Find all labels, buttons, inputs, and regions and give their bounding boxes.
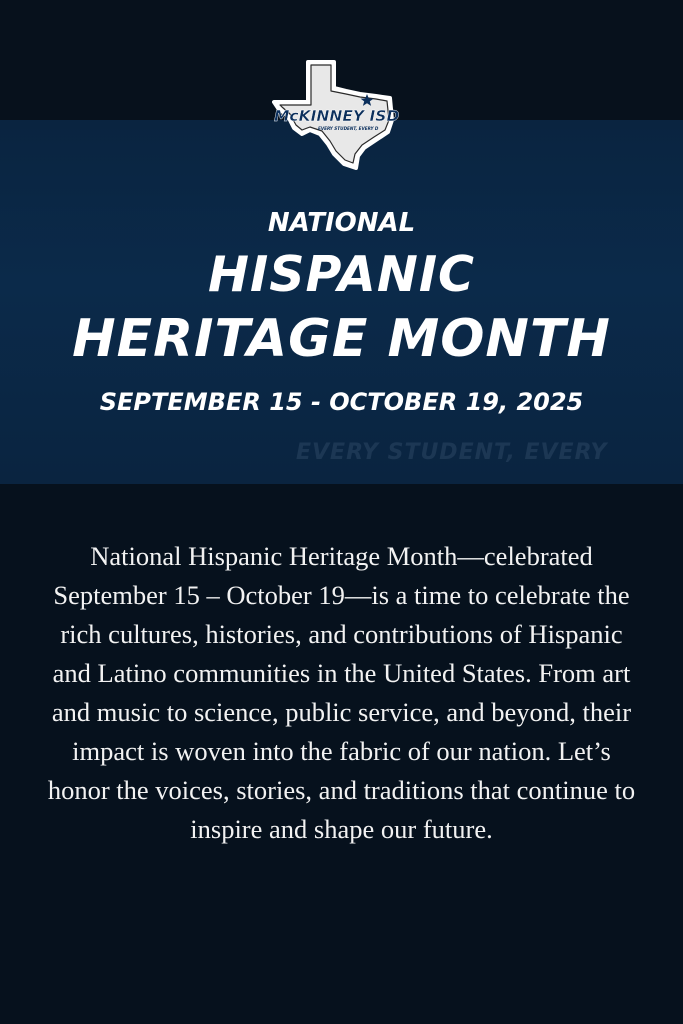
headline-national: NATIONAL [267, 208, 416, 238]
headline-heritage-month: HERITAGE MONTH [72, 309, 611, 369]
logo-tagline: EVERY STUDENT, EVERY D [318, 126, 379, 131]
description-paragraph: National Hispanic Heritage Month—celebrated September 15 – October 19—is a time to celebrate the rich cultures, histories, and contributions of Hispanic and Latino communities in the United States. From art and music to science, public service, and beyond, their impact is woven into the fabric of our nation. Let’s honor the voices, stories, and traditions that continue to inspire and shape our future. [47, 541, 636, 844]
mckinney-isd-logo [272, 58, 404, 170]
logo-wordmark: McKINNEY ISD [274, 107, 400, 125]
watermark-text: EVERY STUDENT, EVERY [296, 440, 608, 465]
headline-hispanic: HISPANIC [207, 246, 476, 303]
event-dates: SEPTEMBER 15 - OCTOBER 19, 2025 [99, 388, 584, 416]
